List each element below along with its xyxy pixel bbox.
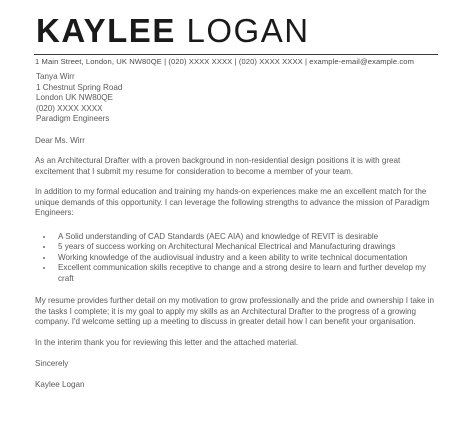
recipient-phone: (020) XXXX XXXX bbox=[36, 103, 103, 113]
strengths-intro-paragraph: In addition to my formal education and training my hands-on experiences make me an excellent match for the unique demands of this opportunity. I can leverage the following strengths to advance the mission of Paradigm Engineers: bbox=[35, 187, 430, 217]
recipient-company: Paradigm Engineers bbox=[36, 114, 110, 123]
list-item: • 5 years of success working on Architectural Mechanical Electrical and Manufacturing drawings bbox=[54, 242, 440, 253]
salutation: Dear Ms. Wirr bbox=[35, 135, 85, 145]
thanks-paragraph: In the interim thank you for reviewing this letter and the attached material. bbox=[35, 337, 299, 347]
list-item: • A Solid understanding of CAD Standards (AEC AIA) and knowledge of REVIT is desirable bbox=[54, 232, 440, 243]
header-divider bbox=[34, 54, 438, 55]
sign-off: Sincerely bbox=[35, 359, 69, 368]
closing-paragraph: My resume provides further detail on my motivation to grow professionally and the pride and ownership I take in the tasks I complete; it is my goal to apply my skills as an Architectural Drafter to the progress of a growing company. I'd welcome setting up a meeting to discuss in greater detail how I can benefit your organisation. bbox=[35, 296, 435, 326]
recipient-city: London UK NW80QE bbox=[36, 93, 113, 102]
opening-paragraph: As an Architectural Drafter with a proven background in non-residential design positions it is with great excitement that I submit my resume for consideration to become a member of your team. bbox=[35, 156, 401, 176]
recipient-name: Tanya Wirr bbox=[36, 72, 75, 81]
contact-line: 1 Main Street, London, UK NW80QE | (020) XXXX XXXX | (020) XXXX XXXX | example-email@example.com bbox=[35, 57, 415, 66]
recipient-address bbox=[36, 72, 440, 125]
signature-name: Kaylee Logan bbox=[35, 379, 85, 389]
recipient-street: 1 Chestnut Spring Road bbox=[36, 82, 123, 92]
applicant-first-name: KAYLEE bbox=[36, 12, 176, 49]
letter-body bbox=[35, 72, 440, 390]
applicant-last-name: LOGAN bbox=[186, 12, 310, 49]
applicant-name bbox=[36, 11, 310, 51]
list-item: • Excellent communication skills receptive to change and a strong desire to learn and further develop my craft bbox=[54, 263, 440, 284]
strengths-list bbox=[35, 232, 440, 285]
list-item: • Working knowledge of the audiovisual industry and a keen ability to write technical documentation bbox=[54, 253, 440, 264]
